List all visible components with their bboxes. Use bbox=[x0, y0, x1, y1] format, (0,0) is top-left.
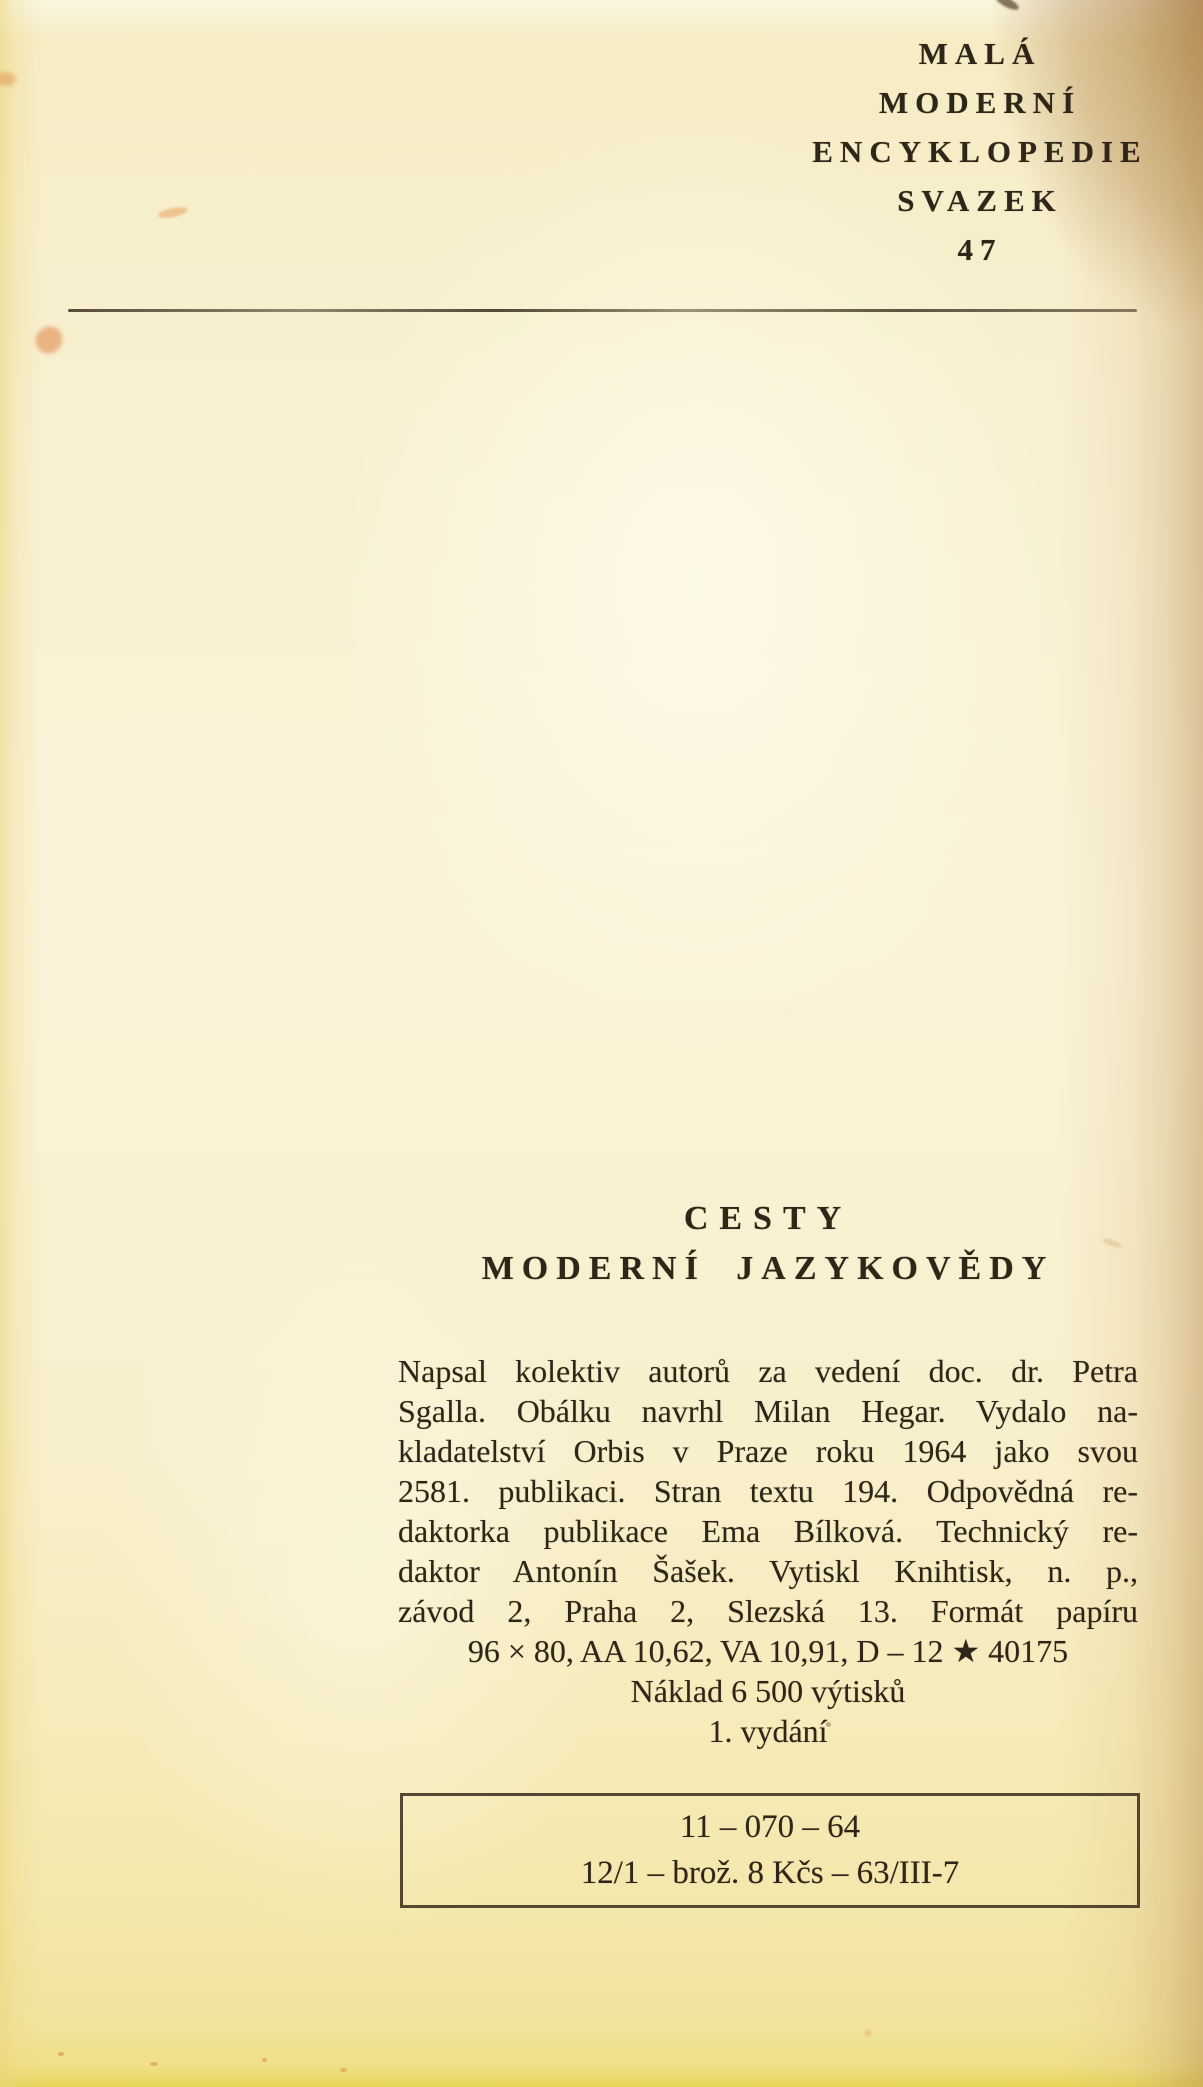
series-volume-number: 47 bbox=[957, 232, 1003, 267]
series-line: ENCYKLOPEDIE bbox=[812, 134, 1148, 169]
paper-stain bbox=[340, 2068, 347, 2072]
series-line: MALÁ bbox=[918, 36, 1042, 71]
book-title bbox=[398, 1194, 1138, 1294]
series-block bbox=[760, 29, 1200, 274]
colophon-line: kladatelství Orbis v Praze roku 1964 jako svou bbox=[398, 1433, 1138, 1469]
colophon-line: Napsal kolektiv autorů za vedení doc. dr. Petra bbox=[398, 1353, 1138, 1389]
colophon-line: závod 2, Praha 2, Slezská 13. Formát papíru bbox=[398, 1593, 1138, 1629]
paper-stain bbox=[0, 72, 16, 86]
colophon-edition: 1. vydání bbox=[708, 1713, 828, 1749]
book-title-line: MODERNÍ JAZYKOVĚDY bbox=[481, 1250, 1055, 1287]
colophon-line: Sgalla. Obálku navrhl Milan Hegar. Vydalo na- bbox=[398, 1393, 1138, 1429]
series-line: MODERNÍ bbox=[878, 85, 1082, 120]
horizontal-rule bbox=[68, 309, 1137, 312]
series-line: SVAZEK bbox=[897, 183, 1063, 218]
paper-stain bbox=[30, 321, 68, 359]
paper-stain bbox=[262, 2058, 267, 2062]
paper-stain bbox=[157, 205, 188, 220]
colophon-print-run: Náklad 6 500 výtisků bbox=[630, 1673, 906, 1709]
paper-stain bbox=[826, 1722, 831, 1727]
imprint-code-line: 11 – 070 – 64 bbox=[679, 1809, 861, 1845]
colophon-line: 96 × 80, AA 10,62, VA 10,91, D – 12 ★ 40175 bbox=[467, 1633, 1069, 1669]
book-title-line: CESTY bbox=[683, 1200, 853, 1237]
colophon-paragraph bbox=[398, 1351, 1138, 1751]
imprint-price-line: 12/1 – brož. 8 Kčs – 63/III-7 bbox=[580, 1855, 960, 1891]
colophon-line: daktor Antonín Šašek. Vytiskl Knihtisk, n. p., bbox=[398, 1553, 1138, 1589]
imprint-box bbox=[400, 1793, 1140, 1908]
paper-stain bbox=[58, 2052, 64, 2056]
paper-stain bbox=[864, 2030, 872, 2036]
paper-stain bbox=[150, 2062, 158, 2066]
colophon-line: daktorka publikace Ema Bílková. Technický re- bbox=[398, 1513, 1138, 1549]
paper-stain bbox=[993, 0, 1020, 13]
colophon-line: 2581. publikaci. Stran textu 194. Odpovědná re- bbox=[398, 1473, 1138, 1509]
